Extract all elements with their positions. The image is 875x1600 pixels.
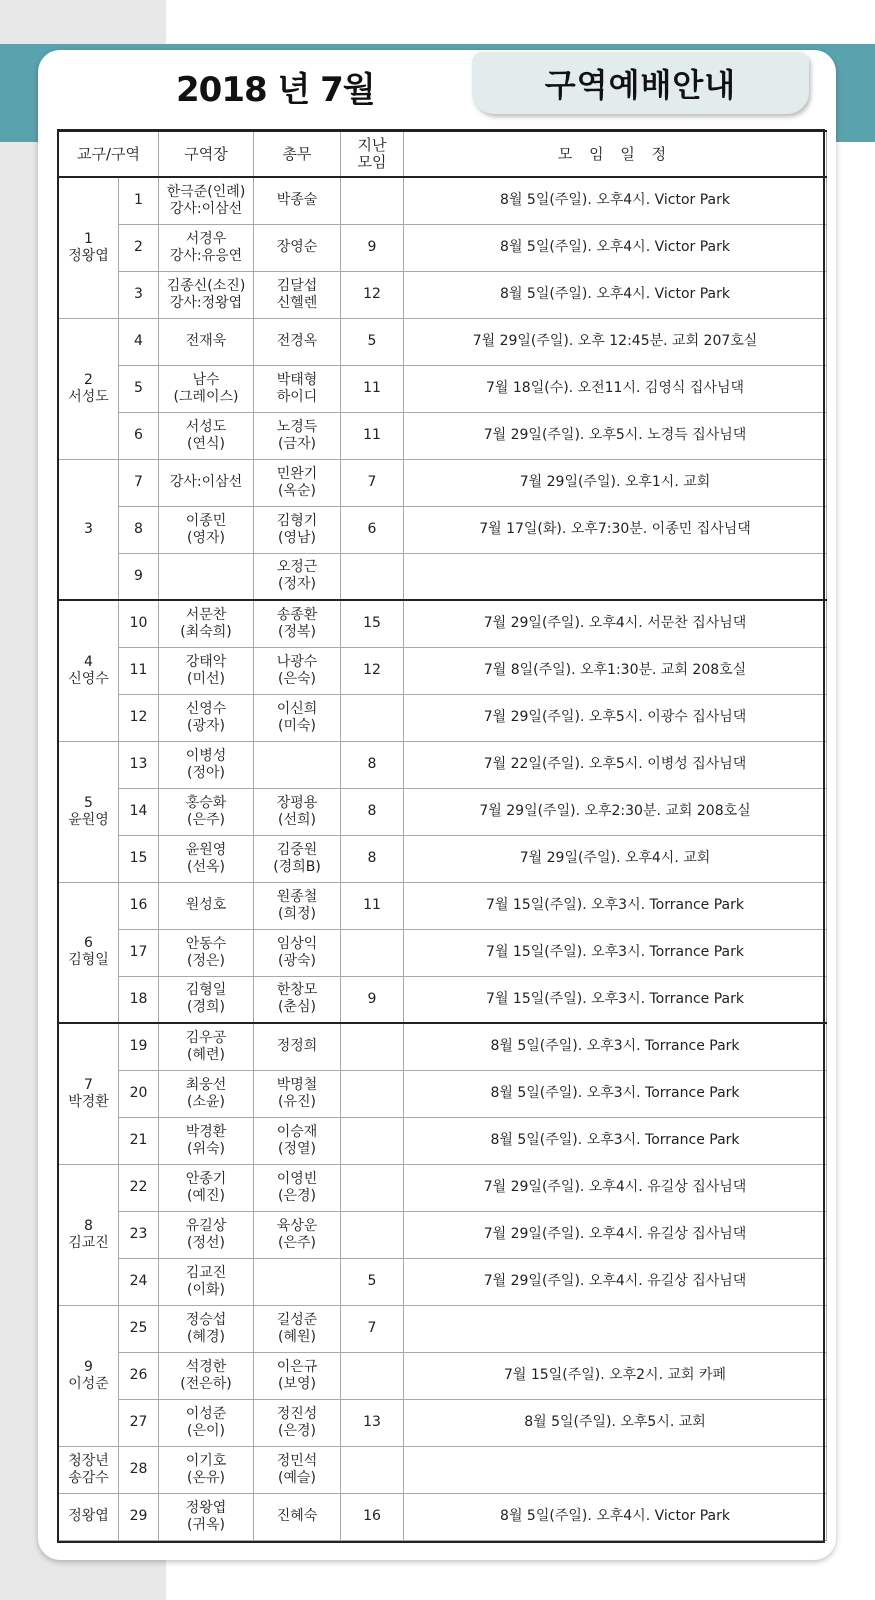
area-leader: 정왕엽 (귀옥) — [159, 1493, 254, 1540]
last-meeting-count: 8 — [341, 741, 404, 788]
area-number: 24 — [119, 1258, 159, 1305]
meeting-schedule: 8월 5일(주일). 오후3시. Torrance Park — [404, 1023, 827, 1070]
area-admin: 이승재 (정열) — [254, 1117, 341, 1164]
last-meeting-count: 11 — [341, 882, 404, 929]
area-admin: 오정근 (정자) — [254, 553, 341, 600]
area-admin: 이영빈 (은경) — [254, 1164, 341, 1211]
title-tab-label: 구역예배안내 — [544, 66, 737, 104]
table-header-row — [59, 131, 827, 177]
area-leader: 홍승화 (은주) — [159, 788, 254, 835]
area-number: 2 — [119, 224, 159, 271]
area-admin: 민완기 (옥순) — [254, 459, 341, 506]
area-admin: 김형기 (영남) — [254, 506, 341, 553]
meeting-schedule: 7월 29일(주일). 오후4시. 교회 — [404, 835, 827, 882]
area-admin: 임상익 (광숙) — [254, 929, 341, 976]
meeting-schedule: 7월 29일(주일). 오후1시. 교회 — [404, 459, 827, 506]
district-label: 1 정왕엽 — [59, 177, 119, 318]
table-row — [59, 1211, 827, 1258]
area-number: 6 — [119, 412, 159, 459]
last-meeting-count: 8 — [341, 788, 404, 835]
area-leader: 강사:이삼선 — [159, 459, 254, 506]
meeting-schedule: 7월 29일(주일). 오후 12:45분. 교회 207호실 — [404, 318, 827, 365]
table-row — [59, 318, 827, 365]
area-leader: 이종민 (영자) — [159, 506, 254, 553]
area-admin: 장영순 — [254, 224, 341, 271]
table-row — [59, 1399, 827, 1446]
schedule-body — [59, 177, 827, 1540]
area-admin: 정정희 — [254, 1023, 341, 1070]
area-leader: 전재욱 — [159, 318, 254, 365]
area-admin: 원종철 (희정) — [254, 882, 341, 929]
meeting-schedule: 7월 29일(주일). 오후5시. 이광수 집사님댁 — [404, 694, 827, 741]
area-leader: 윤원영 (선옥) — [159, 835, 254, 882]
area-number: 9 — [119, 553, 159, 600]
area-leader: 서경우 강사:유응연 — [159, 224, 254, 271]
last-meeting-count: 5 — [341, 1258, 404, 1305]
last-meeting-count — [341, 694, 404, 741]
area-leader: 박경환 (위숙) — [159, 1117, 254, 1164]
area-leader: 한극준(인례) 강사:이삼선 — [159, 177, 254, 224]
table-row — [59, 788, 827, 835]
title-tab — [472, 52, 809, 114]
district-label: 정왕엽 — [59, 1493, 119, 1540]
area-leader: 이병성 (정아) — [159, 741, 254, 788]
district-label: 4 신영수 — [59, 600, 119, 741]
meeting-schedule — [404, 1305, 827, 1352]
district-label: 7 박경환 — [59, 1023, 119, 1164]
meeting-schedule: 7월 22일(주일). 오후5시. 이병성 집사님댁 — [404, 741, 827, 788]
district-label: 청장년 송감수 — [59, 1446, 119, 1493]
area-number: 25 — [119, 1305, 159, 1352]
area-number: 19 — [119, 1023, 159, 1070]
table-row — [59, 647, 827, 694]
area-admin: 길성준 (혜원) — [254, 1305, 341, 1352]
table-row — [59, 1023, 827, 1070]
area-admin: 한창모 (춘심) — [254, 976, 341, 1023]
area-admin: 박태형 하이디 — [254, 365, 341, 412]
table-row — [59, 1070, 827, 1117]
area-number: 15 — [119, 835, 159, 882]
table-row — [59, 224, 827, 271]
area-leader: 김교진 (이화) — [159, 1258, 254, 1305]
last-meeting-count: 11 — [341, 365, 404, 412]
area-leader: 김종신(소진) 강사:정왕엽 — [159, 271, 254, 318]
last-meeting-count — [341, 1023, 404, 1070]
last-meeting-count — [341, 1117, 404, 1164]
area-admin: 김달섭 신헬렌 — [254, 271, 341, 318]
last-meeting-count: 5 — [341, 318, 404, 365]
area-number: 28 — [119, 1446, 159, 1493]
meeting-schedule: 7월 8일(주일). 오후1:30분. 교회 208호실 — [404, 647, 827, 694]
area-number: 1 — [119, 177, 159, 224]
area-leader: 석경한 (전은하) — [159, 1352, 254, 1399]
meeting-schedule: 7월 29일(주일). 오후5시. 노경득 집사님댁 — [404, 412, 827, 459]
area-leader: 안동수 (정은) — [159, 929, 254, 976]
table-row — [59, 1117, 827, 1164]
area-admin: 김중원 (경희B) — [254, 835, 341, 882]
table-row — [59, 1258, 827, 1305]
area-number: 18 — [119, 976, 159, 1023]
last-meeting-count — [341, 1070, 404, 1117]
table-row — [59, 741, 827, 788]
area-leader: 이성준 (은이) — [159, 1399, 254, 1446]
area-leader: 유길상 (정선) — [159, 1211, 254, 1258]
header-admin: 총무 — [254, 131, 341, 177]
last-meeting-count: 15 — [341, 600, 404, 647]
last-meeting-count: 12 — [341, 647, 404, 694]
area-admin: 진혜숙 — [254, 1493, 341, 1540]
area-admin: 나광수 (은숙) — [254, 647, 341, 694]
district-label: 6 김형일 — [59, 882, 119, 1023]
area-number: 3 — [119, 271, 159, 318]
area-number: 11 — [119, 647, 159, 694]
meeting-schedule: 8월 5일(주일). 오후3시. Torrance Park — [404, 1117, 827, 1164]
last-meeting-count — [341, 1164, 404, 1211]
area-admin: 이신희 (미숙) — [254, 694, 341, 741]
last-meeting-count: 16 — [341, 1493, 404, 1540]
meeting-schedule: 8월 5일(주일). 오후4시. Victor Park — [404, 1493, 827, 1540]
area-admin: 송종환 (정복) — [254, 600, 341, 647]
area-number: 14 — [119, 788, 159, 835]
area-leader: 최웅선 (소윤) — [159, 1070, 254, 1117]
district-label: 3 — [59, 459, 119, 600]
page-title: 2018 년 7월 — [176, 70, 375, 110]
meeting-schedule: 7월 15일(주일). 오후3시. Torrance Park — [404, 929, 827, 976]
meeting-schedule: 7월 18일(수). 오전11시. 김영식 집사님댁 — [404, 365, 827, 412]
area-admin: 전경옥 — [254, 318, 341, 365]
last-meeting-count: 13 — [341, 1399, 404, 1446]
area-number: 13 — [119, 741, 159, 788]
area-number: 27 — [119, 1399, 159, 1446]
meeting-schedule: 7월 15일(주일). 오후3시. Torrance Park — [404, 976, 827, 1023]
schedule-table — [58, 130, 827, 1541]
area-admin: 정민석 (예슬) — [254, 1446, 341, 1493]
last-meeting-count: 11 — [341, 412, 404, 459]
meeting-schedule: 7월 15일(주일). 오후3시. Torrance Park — [404, 882, 827, 929]
table-row — [59, 506, 827, 553]
last-meeting-count — [341, 177, 404, 224]
area-leader: 이기호 (온유) — [159, 1446, 254, 1493]
meeting-schedule: 7월 29일(주일). 오후4시. 유길상 집사님댁 — [404, 1164, 827, 1211]
table-row — [59, 694, 827, 741]
district-label: 5 윤원영 — [59, 741, 119, 882]
area-number: 7 — [119, 459, 159, 506]
area-admin: 이은규 (보영) — [254, 1352, 341, 1399]
area-admin: 노경득 (금자) — [254, 412, 341, 459]
meeting-schedule: 8월 5일(주일). 오후4시. Victor Park — [404, 271, 827, 318]
last-meeting-count: 9 — [341, 224, 404, 271]
table-row — [59, 412, 827, 459]
district-label: 8 김교진 — [59, 1164, 119, 1305]
meeting-schedule — [404, 553, 827, 600]
last-meeting-count: 7 — [341, 459, 404, 506]
area-number: 21 — [119, 1117, 159, 1164]
area-leader: 서문찬 (최숙희) — [159, 600, 254, 647]
district-label: 2 서성도 — [59, 318, 119, 459]
area-number: 10 — [119, 600, 159, 647]
meeting-schedule: 7월 29일(주일). 오후4시. 유길상 집사님댁 — [404, 1211, 827, 1258]
area-admin — [254, 1258, 341, 1305]
last-meeting-count — [341, 1211, 404, 1258]
area-leader: 서성도 (연식) — [159, 412, 254, 459]
table-row — [59, 1493, 827, 1540]
meeting-schedule: 7월 15일(주일). 오후2시. 교회 카페 — [404, 1352, 827, 1399]
area-admin: 육상운 (은주) — [254, 1211, 341, 1258]
last-meeting-count — [341, 553, 404, 600]
area-number: 29 — [119, 1493, 159, 1540]
area-number: 16 — [119, 882, 159, 929]
area-leader: 김형일 (경희) — [159, 976, 254, 1023]
table-row — [59, 600, 827, 647]
meeting-schedule: 8월 5일(주일). 오후4시. Victor Park — [404, 224, 827, 271]
area-leader: 김우공 (혜련) — [159, 1023, 254, 1070]
last-meeting-count: 8 — [341, 835, 404, 882]
area-number: 20 — [119, 1070, 159, 1117]
header-last-meeting: 지난 모임 — [341, 131, 404, 177]
area-number: 17 — [119, 929, 159, 976]
last-meeting-count: 7 — [341, 1305, 404, 1352]
header-schedule: 모 임 일 정 — [404, 131, 827, 177]
area-admin — [254, 741, 341, 788]
meeting-schedule — [404, 1446, 827, 1493]
table-row — [59, 929, 827, 976]
area-leader: 강태악 (미선) — [159, 647, 254, 694]
table-row — [59, 976, 827, 1023]
area-leader: 안종기 (예진) — [159, 1164, 254, 1211]
area-admin: 정진성 (은경) — [254, 1399, 341, 1446]
meeting-schedule: 7월 29일(주일). 오후2:30분. 교회 208호실 — [404, 788, 827, 835]
area-admin: 박종술 — [254, 177, 341, 224]
area-number: 8 — [119, 506, 159, 553]
last-meeting-count: 12 — [341, 271, 404, 318]
table-row — [59, 1446, 827, 1493]
header-leader: 구역장 — [159, 131, 254, 177]
meeting-schedule: 8월 5일(주일). 오후5시. 교회 — [404, 1399, 827, 1446]
area-number: 26 — [119, 1352, 159, 1399]
last-meeting-count: 9 — [341, 976, 404, 1023]
area-number: 12 — [119, 694, 159, 741]
table-row — [59, 271, 827, 318]
area-admin: 장평용 (선희) — [254, 788, 341, 835]
last-meeting-count — [341, 1352, 404, 1399]
meeting-schedule: 7월 29일(주일). 오후4시. 서문찬 집사님댁 — [404, 600, 827, 647]
table-row — [59, 177, 827, 224]
area-leader: 원성호 — [159, 882, 254, 929]
area-leader: 정승섭 (혜경) — [159, 1305, 254, 1352]
meeting-schedule: 7월 17일(화). 오후7:30분. 이종민 집사님댁 — [404, 506, 827, 553]
table-row — [59, 1305, 827, 1352]
meeting-schedule: 8월 5일(주일). 오후4시. Victor Park — [404, 177, 827, 224]
area-number: 4 — [119, 318, 159, 365]
table-row — [59, 1164, 827, 1211]
area-leader: 남수 (그레이스) — [159, 365, 254, 412]
header-district: 교구/구역 — [59, 131, 159, 177]
meeting-schedule: 7월 29일(주일). 오후4시. 유길상 집사님댁 — [404, 1258, 827, 1305]
table-row — [59, 365, 827, 412]
last-meeting-count — [341, 1446, 404, 1493]
district-label: 9 이성준 — [59, 1305, 119, 1446]
area-number: 5 — [119, 365, 159, 412]
table-row — [59, 835, 827, 882]
table-row — [59, 1352, 827, 1399]
last-meeting-count — [341, 929, 404, 976]
table-row — [59, 553, 827, 600]
area-number: 22 — [119, 1164, 159, 1211]
table-row — [59, 882, 827, 929]
meeting-schedule: 8월 5일(주일). 오후3시. Torrance Park — [404, 1070, 827, 1117]
table-row — [59, 459, 827, 506]
last-meeting-count: 6 — [341, 506, 404, 553]
area-number: 23 — [119, 1211, 159, 1258]
area-leader: 신영수 (광자) — [159, 694, 254, 741]
area-leader — [159, 553, 254, 600]
area-admin: 박명철 (유진) — [254, 1070, 341, 1117]
